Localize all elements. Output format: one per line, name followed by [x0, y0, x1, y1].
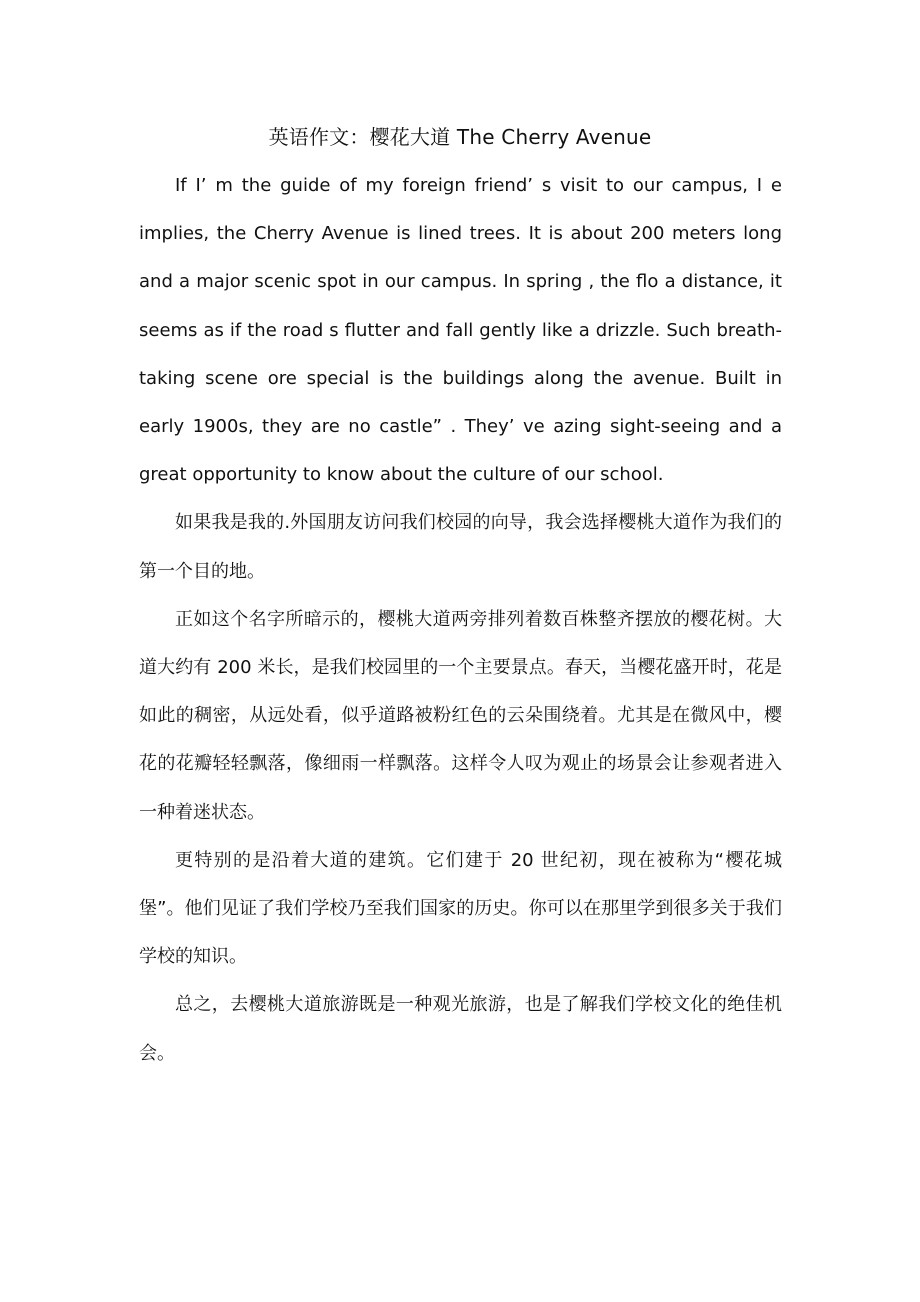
paragraph-avenue-cn: 正如这个名字所暗示的，樱桃大道两旁排列着数百株整齐摆放的樱花树。大道大约有 200 米长，是我们校园里的一个主要景点。春天，当樱花盛开时，花是如此的稠密，从远处看，似乎道路被粉红色的云朵围绕着。尤其是在微风中，樱花的花瓣轻轻飘落，像细雨一样飘落。这样令人叹为观止的场景会让参观者进入一种着迷状态。 [139, 608, 782, 823]
paragraph-conclusion-cn: 总之，去樱桃大道旅游既是一种观光旅游，也是了解我们学校文化的绝佳机会。 [139, 994, 782, 1064]
paragraph-intro-cn: 如果我是我的.外国朋友访问我们校园的向导，我会选择樱桃大道作为我们的第一个目的地。 [139, 512, 782, 582]
paragraph-buildings-cn: 更特别的是沿着大道的建筑。它们建于 20 世纪初，现在被称为“樱花城堡”。他们见证了我们学校乃至我们国家的历史。你可以在那里学到很多关于我们学校的知识。 [139, 849, 782, 968]
document-title: 英语作文：樱花大道 The Cherry Avenue [268, 125, 652, 149]
document-body [139, 162, 782, 1078]
paragraph-english: If I’ m the guide of my foreign friend’ s visit to our campus, I e implies, the Cherry Avenue is lined trees. It is about 200 meters long and a major scenic spot in our campus. In spring , the flo a distance, it seems as if the road s flutter and fall gently like a drizzle. Such breath-taking scene ore special is the buildings along the avenue. Built in early 1900s, they are no castle” . They’ ve azing sight-seeing and a great opportunity to know about the culture of our school. [139, 175, 782, 486]
